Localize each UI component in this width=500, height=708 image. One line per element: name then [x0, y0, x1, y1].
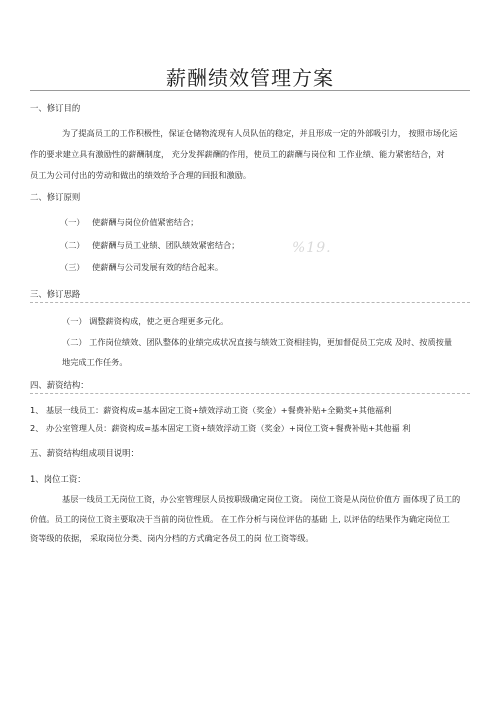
document-title: 薪酬绩效管理方案: [166, 66, 334, 90]
section-1-heading: 一、修订目的: [30, 103, 81, 113]
section-4-rule: [30, 393, 470, 394]
principle-1-text: 使薪酬与岗位价值紧密结合；: [92, 217, 199, 227]
position-wage-subheading: 1、岗位工资：: [30, 474, 86, 484]
section-1-line-2: 作的要求建立具有激励性的薪酬制度， 充分发挥薪酬的作用，使员工的薪酬与岗位和 工作业绩、能力紧密结合，对: [30, 149, 445, 159]
section-3-heading: 三、修订思路: [30, 289, 81, 299]
section-3-rule: [30, 302, 470, 303]
principle-1-number: （一）: [60, 217, 85, 227]
principle-2-text: 使薪酬与员工业绩、团队绩效紧密结合；: [92, 240, 240, 250]
section-5-line-1: 基层一线员工无岗位工资，办公室管理层人员按职级确定岗位工资。 岗位工资是从岗位价值方 面体现了员工的: [62, 494, 461, 504]
faint-watermark: %19.: [292, 240, 332, 256]
section-1-line-3: 员工为公司付出的劳动和做出的绩效给予合理的回报和激励。: [30, 170, 252, 180]
salary-structure-line-1: 1、 基层一线员工：薪资构成=基本固定工资+绩效浮动工资（奖金）+餐费补贴+全勤奖+其他福利: [30, 405, 392, 415]
title-divider: [30, 90, 470, 91]
principle-3-text: 使薪酬与公司发展有效的结合起来。: [92, 262, 224, 272]
idea-2-line-1: （二） 工作岗位绩效、团队整体的业绩完成状况直接与绩效工资相挂钩，更加督促员工完成 及时、按质按量: [62, 337, 453, 347]
section-5-heading: 五、薪资结构组成项目说明：: [30, 448, 139, 458]
section-2-heading: 二、修订原则: [30, 192, 81, 202]
principle-3-number: （三）: [60, 262, 85, 272]
section-5-line-2: 价值。员工的岗位工资主要取决于当前的岗位性质。 在工作分析与岗位评估的基础 上, 以评估的结果作为确定岗位工: [30, 514, 450, 524]
section-1-line-1: 为了提高员工的工作积极性，保证仓储物流现有人员队伍的稳定，并且形成一定的外部吸引力， 按照市场化运: [62, 128, 458, 138]
idea-2-line-2: 地完成工作任务。: [62, 357, 128, 367]
section-5-line-3: 资等级的依据， 采取岗位分类、岗内分档的方式确定各员工的岗 位工资等级。: [30, 533, 314, 543]
salary-structure-line-2: 2、 办公室管理人员：薪资构成=基本固定工资+绩效浮动工资（奖金）+岗位工资+餐费补贴+其他福 利: [30, 423, 411, 433]
idea-1: （一） 调整薪资构成，使之更合理更多元化。: [62, 316, 229, 326]
principle-2-number: （二）: [60, 240, 85, 250]
section-4-heading: 四、薪资结构：: [30, 380, 89, 390]
